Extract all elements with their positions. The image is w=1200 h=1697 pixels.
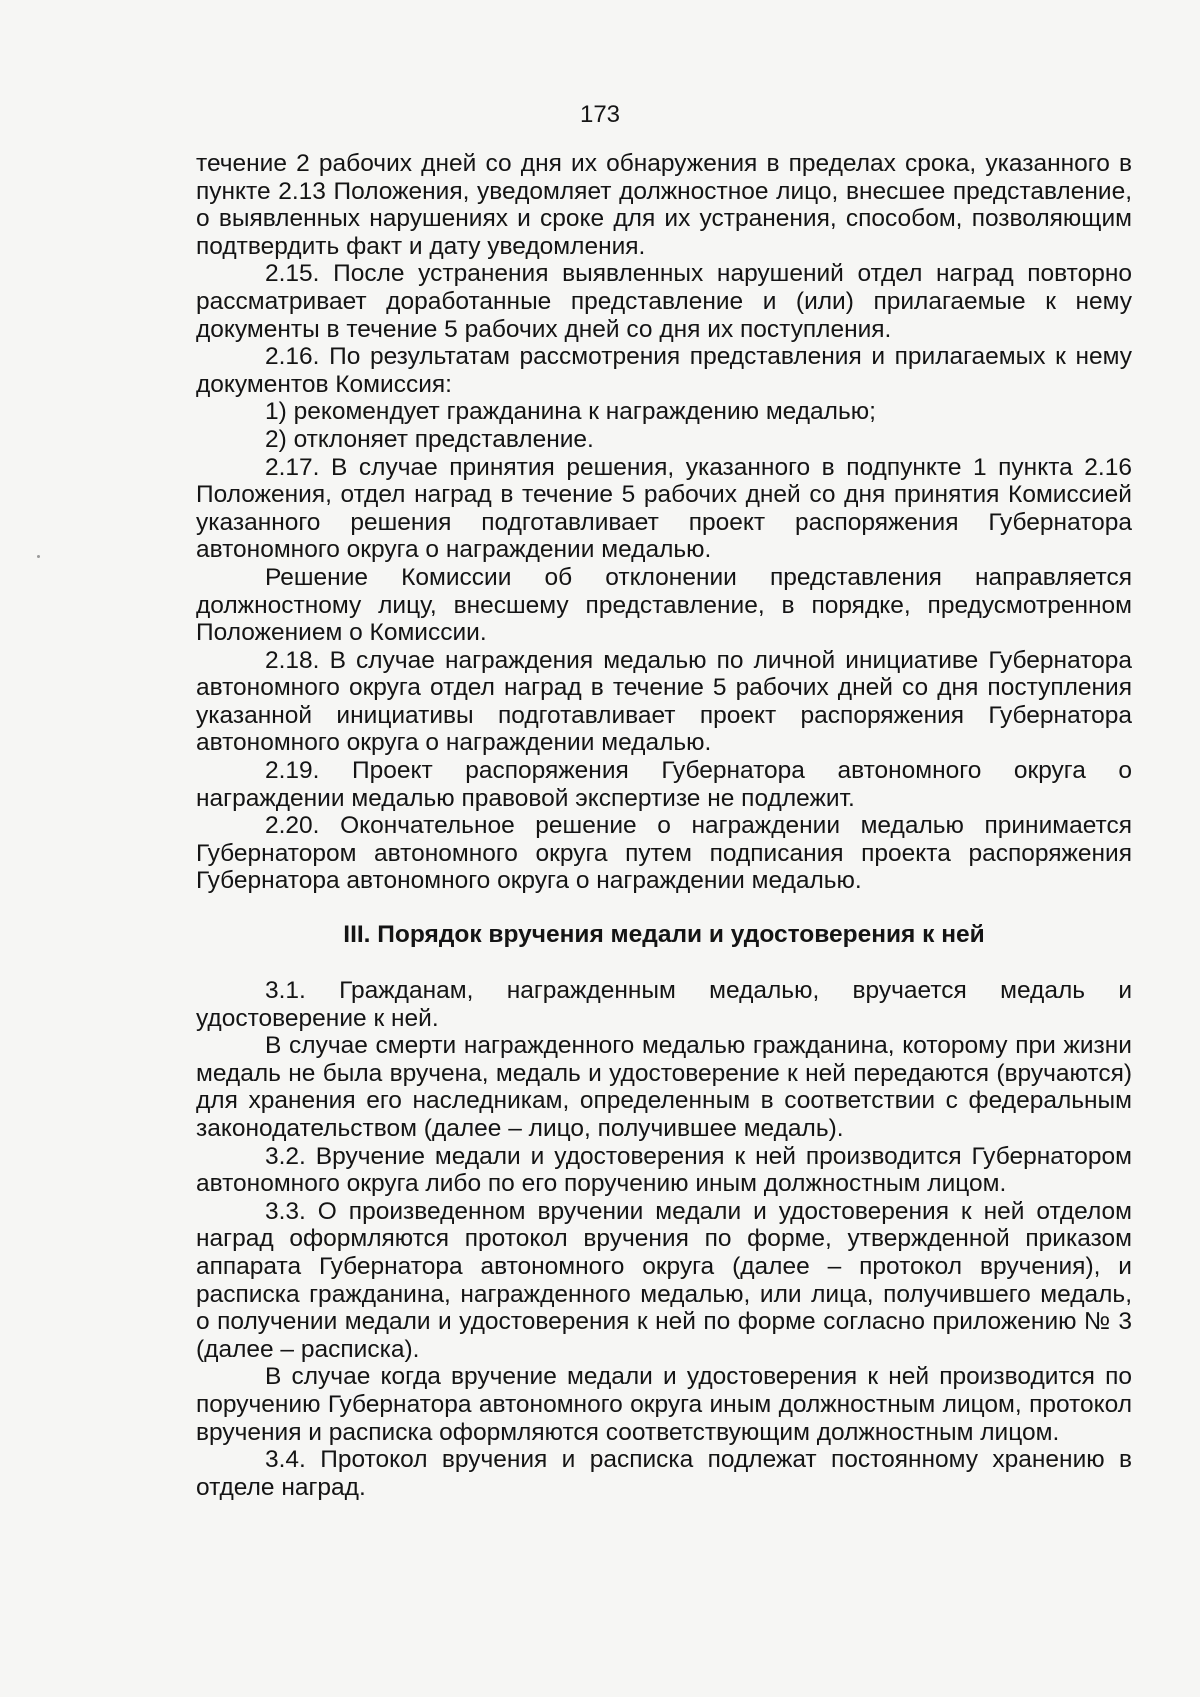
paragraph: 3.3. О произведенном вручении медали и удостоверения к ней отделом наград оформляются протокол вручения по форме, утвержденной приказом аппарата Губернатора автономного округа (далее – протокол вручения), и расписка гражданина, награжденного медалью, или лица, получившего медаль, о получении медали и удостоверения к ней по форме согласно приложению № 3 (далее – расписка). (196, 1197, 1132, 1363)
page-number: 173 (579, 101, 621, 128)
paragraph: 2.19. Проект распоряжения Губернатора автономного округа о награждении медалью правовой экспертизе не подлежит. (196, 757, 1132, 812)
paragraph: течение 2 рабочих дней со дня их обнаружения в пределах срока, указанного в пункте 2.13 Положения, уведомляет должностное лицо, внесшее представление, о выявленных нарушениях и сроке для их устранения, способом, позволяющим подтвердить факт и дату уведомления. (196, 150, 1132, 260)
paragraph: В случае смерти награжденного медалью гражданина, которому при жизни медаль не была вручена, медаль и удостоверение к ней передаются (вручаются) для хранения его наследникам, определенным в соответствии с федеральным законодательством (далее – лицо, получившее медаль). (196, 1032, 1132, 1142)
document-body (196, 150, 1132, 1501)
section-heading: III. Порядок вручения медали и удостоверения к ней (343, 921, 985, 949)
paragraph-group-section-2 (196, 150, 1132, 895)
scan-speck (37, 555, 40, 558)
paragraph: В случае когда вручение медали и удостоверения к ней производится по поручению Губернатора автономного округа иным должностным лицом, протокол вручения и расписка оформляются соответствующим должностным лицом. (196, 1363, 1132, 1446)
paragraph: 2.18. В случае награждения медалью по личной инициативе Губернатора автономного округа отдел наград в течение 5 рабочих дней со дня поступления указанной инициативы подготавливает проект распоряжения Губернатора автономного округа о награждении медалью. (196, 646, 1132, 757)
paragraph: Решение Комиссии об отклонении представления направляется должностному лицу, внесшему представление, в порядке, предусмотренном Положением о Комиссии. (196, 563, 1132, 647)
paragraph-group-section-3 (196, 977, 1132, 1501)
paragraph: 2) отклоняет представление. (265, 425, 594, 453)
paragraph: 3.4. Протокол вручения и расписка подлежат постоянному хранению в отделе наград. (196, 1446, 1132, 1501)
paragraph: 2.17. В случае принятия решения, указанного в подпункте 1 пункта 2.16 Положения, отдел наград в течение 5 рабочих дней со дня принятия Комиссией указанного решения подготавливает проект распоряжения Губернатора автономного округа о награждении медалью. (196, 453, 1132, 564)
paragraph: 2.16. По результатам рассмотрения представления и прилагаемых к нему документов Комиссия: (196, 343, 1132, 398)
paragraph: 2.20. Окончательное решение о награждении медалью принимается Губернатором автономного округа путем подписания проекта распоряжения Губернатора автономного округа о награждении медалью. (196, 812, 1132, 895)
paragraph: 2.15. После устранения выявленных нарушений отдел наград повторно рассматривает доработанные представление и (или) прилагаемые к нему документы в течение 5 рабочих дней со дня их поступления. (196, 260, 1132, 343)
paragraph: 3.1. Гражданам, награжденным медалью, вручается медаль и удостоверение к ней. (196, 977, 1132, 1032)
paragraph: 3.2. Вручение медали и удостоверения к ней производится Губернатором автономного округа либо по его поручению иным должностным лицом. (196, 1142, 1132, 1198)
paragraph: 1) рекомендует гражданина к награждению медалью; (265, 398, 876, 426)
